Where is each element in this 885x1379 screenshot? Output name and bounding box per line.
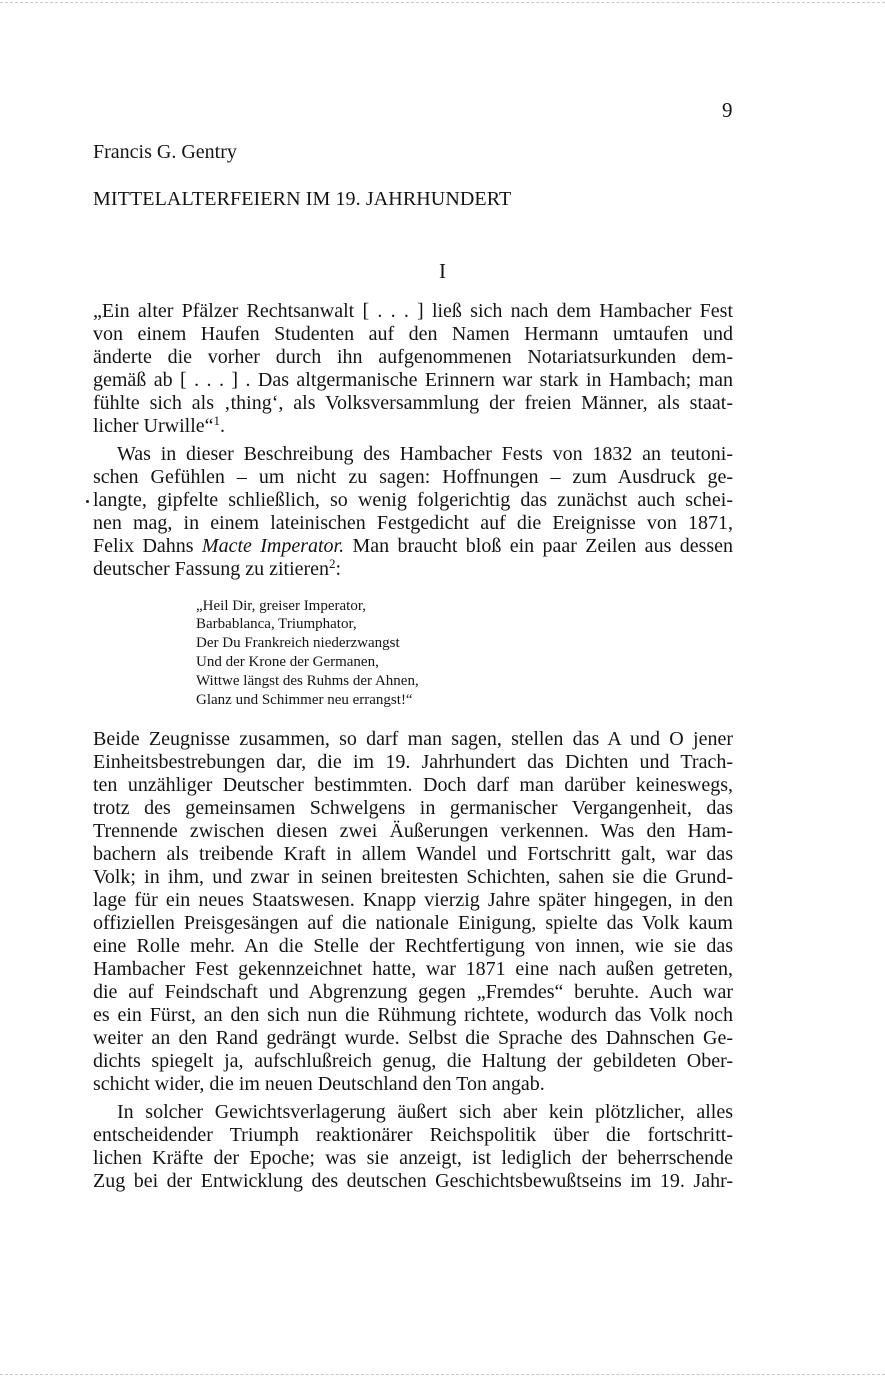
text-line: bachern als treibende Kraft in allem Wandel und Fortschritt galt, war das [93, 843, 733, 865]
text-line: Was in dieser Beschreibung des Hambacher Fests von 1832 an teutoni- [117, 443, 733, 465]
text-line: dichts spiegelt ja, aufschlußreich genug, die Haltung der gebildeten Ober- [93, 1050, 733, 1072]
text-line [93, 535, 733, 558]
text-line: Einheitsbestrebungen dar, die im 19. Jahrhundert das Dichten und Trach- [93, 751, 733, 773]
text-line: offiziellen Preisgesängen auf die nationale Einigung, spielte das Volk kaum [93, 912, 733, 934]
line-text: Felix Dahns [93, 535, 202, 557]
text-line: Hambacher Fest gekennzeichnet hatte, war 1871 eine nach außen getreten, [93, 958, 733, 980]
text-line: lichen Kräfte der Epoche; was sie anzeigt, ist lediglich der beherrschende [93, 1147, 733, 1169]
poem-line: Der Du Frankreich niederzwangst [196, 635, 400, 651]
author-name: Francis G. Gentry [93, 141, 237, 163]
text-line: langte, gipfelte schließlich, so wenig folgerichtig das zunächst auch schei- [93, 489, 733, 511]
article-title: MITTELALTERFEIERN IM 19. JAHRHUNDERT [93, 188, 512, 210]
text-line: entscheidender Triumph reaktionärer Reichspolitik über die fortschritt- [93, 1124, 733, 1146]
text-line: gemäß ab [ . . . ] . Das altgermanische Erinnern war stark in Hambach; man [93, 369, 733, 391]
text-line: Volk; in ihm, und zwar in seinen breitesten Schichten, sahen sie die Grund- [93, 866, 733, 888]
section-number: I [439, 259, 446, 283]
line-text: deutscher Fassung zu zitieren [93, 558, 330, 580]
text-line: änderte die vorher durch ihn aufgenommenen Notariatsurkunden dem- [93, 346, 733, 368]
text-line: Trennende zwischen diesen zwei Äußerungen verkennen. Was den Ham- [93, 820, 733, 842]
text-line: schen Gefühlen – um nicht zu sagen: Hoffnungen – zum Ausdruck ge- [93, 466, 733, 488]
text-line: ten unzähliger Deutscher bestimmten. Doch darf man darüber keineswegs, [93, 774, 733, 796]
text-line: Zug bei der Entwicklung des deutschen Geschichtsbewußtseins im 19. Jahr- [93, 1170, 733, 1192]
scan-edge-bottom [0, 1374, 885, 1375]
text-line: lage für ein neues Staatswesen. Knapp vierzig Jahre später hingegen, in den [93, 889, 733, 911]
page-number: 9 [722, 98, 733, 122]
text-line [93, 415, 733, 438]
text-line: von einem Haufen Studenten auf den Namen Hermann umtaufen und [93, 323, 733, 345]
text-line: In solcher Gewichtsverlagerung äußert sich aber kein plötzlicher, alles [117, 1101, 733, 1123]
line-text: licher Urwille“ [93, 415, 214, 437]
text-line: eine Rolle mehr. An die Stelle der Rechtfertigung von innen, wie sie das [93, 935, 733, 957]
work-title: Macte Imperator. [201, 535, 345, 557]
scan-speck [86, 500, 89, 503]
line-punctuation: : [335, 558, 342, 580]
line-text: Man braucht bloß ein paar Zeilen aus dessen [344, 535, 734, 557]
line-punctuation: . [220, 415, 225, 437]
text-line: schicht wider, die im neuen Deutschland den Ton angab. [93, 1073, 545, 1095]
text-line: „Ein alter Pfälzer Rechtsanwalt [ . . . ] ließ sich nach dem Hambacher Fest [93, 300, 733, 322]
text-line: weiter an den Rand gedrängt wurde. Selbst die Sprache des Dahnschen Ge- [93, 1027, 733, 1049]
footnote-marker: 2 [329, 556, 336, 571]
footnote-marker: 1 [213, 413, 220, 428]
poem-line: Barbablanca, Triumphator, [196, 616, 357, 632]
text-line: es ein Fürst, an den sich nun die Rühmung richtete, wodurch das Volk noch [93, 1004, 733, 1026]
text-line: Beide Zeugnisse zusammen, so darf man sagen, stellen das A und O jener [93, 728, 733, 750]
poem-line: Und der Krone der Germanen, [196, 654, 379, 670]
poem-line: Wittwe längst des Ruhms der Ahnen, [196, 673, 419, 689]
text-line: fühlte sich als ‚thing‘, als Volksversammlung der freien Männer, als staat- [93, 392, 733, 414]
text-line: trotz des gemeinsamen Schwelgens in germanischer Vergangenheit, das [93, 797, 733, 819]
poem-line: „Heil Dir, greiser Imperator, [196, 598, 366, 614]
text-line [93, 558, 733, 581]
poem-line: Glanz und Schimmer neu errangst!“ [196, 692, 413, 708]
text-line: die auf Feindschaft und Abgrenzung gegen „Fremdes“ beruhte. Auch war [93, 981, 733, 1003]
text-line: nen mag, in einem lateinischen Festgedicht auf die Ereignisse von 1871, [93, 512, 733, 534]
scan-edge-top [0, 2, 885, 3]
